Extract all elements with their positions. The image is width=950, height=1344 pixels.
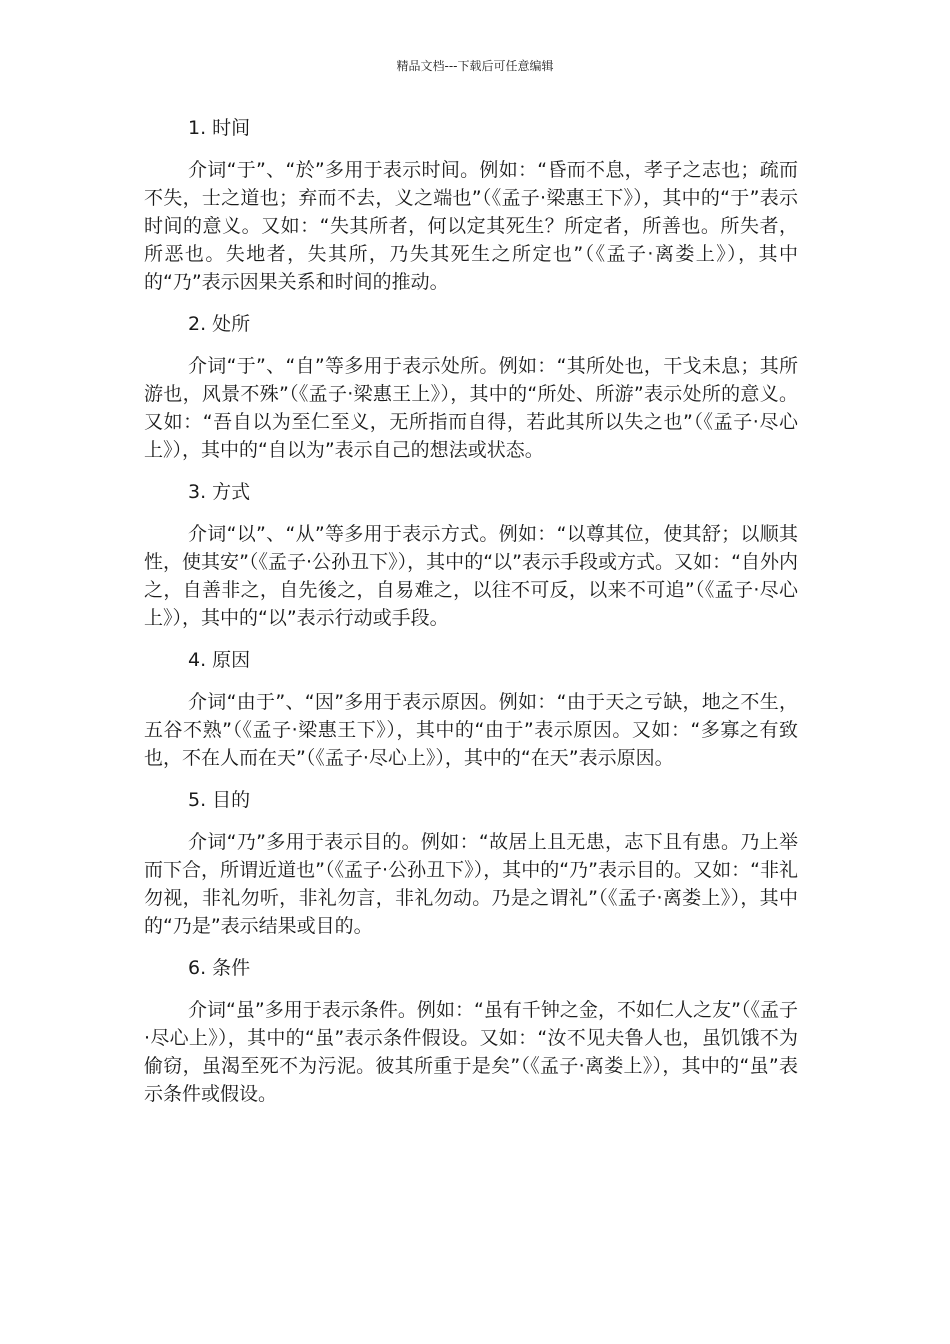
document-body xyxy=(144,114,798,1122)
section-condition xyxy=(144,954,798,1108)
page-header: 精品文档---下载后可任意编辑 xyxy=(396,59,554,73)
section-time xyxy=(144,114,798,296)
section-paragraph: 介词“以”、“从”等多用于表示方式。例如：“以尊其位，使其舒；以顺其性，使其安”（《孟子·公孙丑下》），其中的“以”表示手段或方式。又如：“自外内之，自善非之，自先後之，自易难之，以往不可反，以来不可追”（《孟子·尽心上》），其中的“以”表示行动或手段。 xyxy=(144,523,798,629)
section-purpose xyxy=(144,786,798,940)
section-manner xyxy=(144,478,798,632)
section-paragraph: 介词“于”、“自”等多用于表示处所。例如：“其所处也，干戈未息；其所游也，风景不殊”（《孟子·梁惠王上》），其中的“所处、所游”表示处所的意义。又如：“吾自以为至仁至义，无所指而自得，若此其所以失之也”（《孟子·尽心上》），其中的“自以为”表示自己的想法或状态。 xyxy=(144,355,798,461)
section-cause xyxy=(144,646,798,772)
section-heading: 3. 方式 xyxy=(188,481,251,503)
section-heading: 5. 目的 xyxy=(188,789,251,811)
section-heading: 2. 处所 xyxy=(188,313,251,335)
section-place xyxy=(144,310,798,464)
section-paragraph: 介词“于”、“於”多用于表示时间。例如：“昏而不息，孝子之志也；疏而不失，士之道也；弃而不去，义之端也”（《孟子·梁惠王下》），其中的“于”表示时间的意义。又如：“失其所者，何以定其死生？所定者，所善也。所失者，所恶也。失地者，失其所，乃失其死生之所定也”（《孟子·离娄上》），其中的“乃”表示因果关系和时间的推动。 xyxy=(144,159,798,293)
section-heading: 1. 时间 xyxy=(188,117,251,139)
section-paragraph: 介词“由于”、“因”多用于表示原因。例如：“由于天之亏缺，地之不生，五谷不熟”（《孟子·梁惠王下》），其中的“由于”表示原因。又如：“多寡之有致也，不在人而在天”（《孟子·尽心上》），其中的“在天”表示原因。 xyxy=(144,691,798,769)
section-heading: 6. 条件 xyxy=(188,957,251,979)
section-heading: 4. 原因 xyxy=(188,649,251,671)
section-paragraph: 介词“虽”多用于表示条件。例如：“虽有千钟之金，不如仁人之友”（《孟子·尽心上》），其中的“虽”表示条件假设。又如：“汝不见夫鲁人也，虽饥饿不为偷窃，虽渴至死不为污泥。彼其所重于是矣”（《孟子·离娄上》），其中的“虽”表示条件或假设。 xyxy=(144,999,798,1105)
section-paragraph: 介词“乃”多用于表示目的。例如：“故居上且无患，志下且有患。乃上举而下合，所谓近道也”（《孟子·公孙丑下》），其中的“乃”表示目的。又如：“非礼勿视，非礼勿听，非礼勿言，非礼勿动。乃是之谓礼”（《孟子·离娄上》），其中的“乃是”表示结果或目的。 xyxy=(144,831,798,937)
